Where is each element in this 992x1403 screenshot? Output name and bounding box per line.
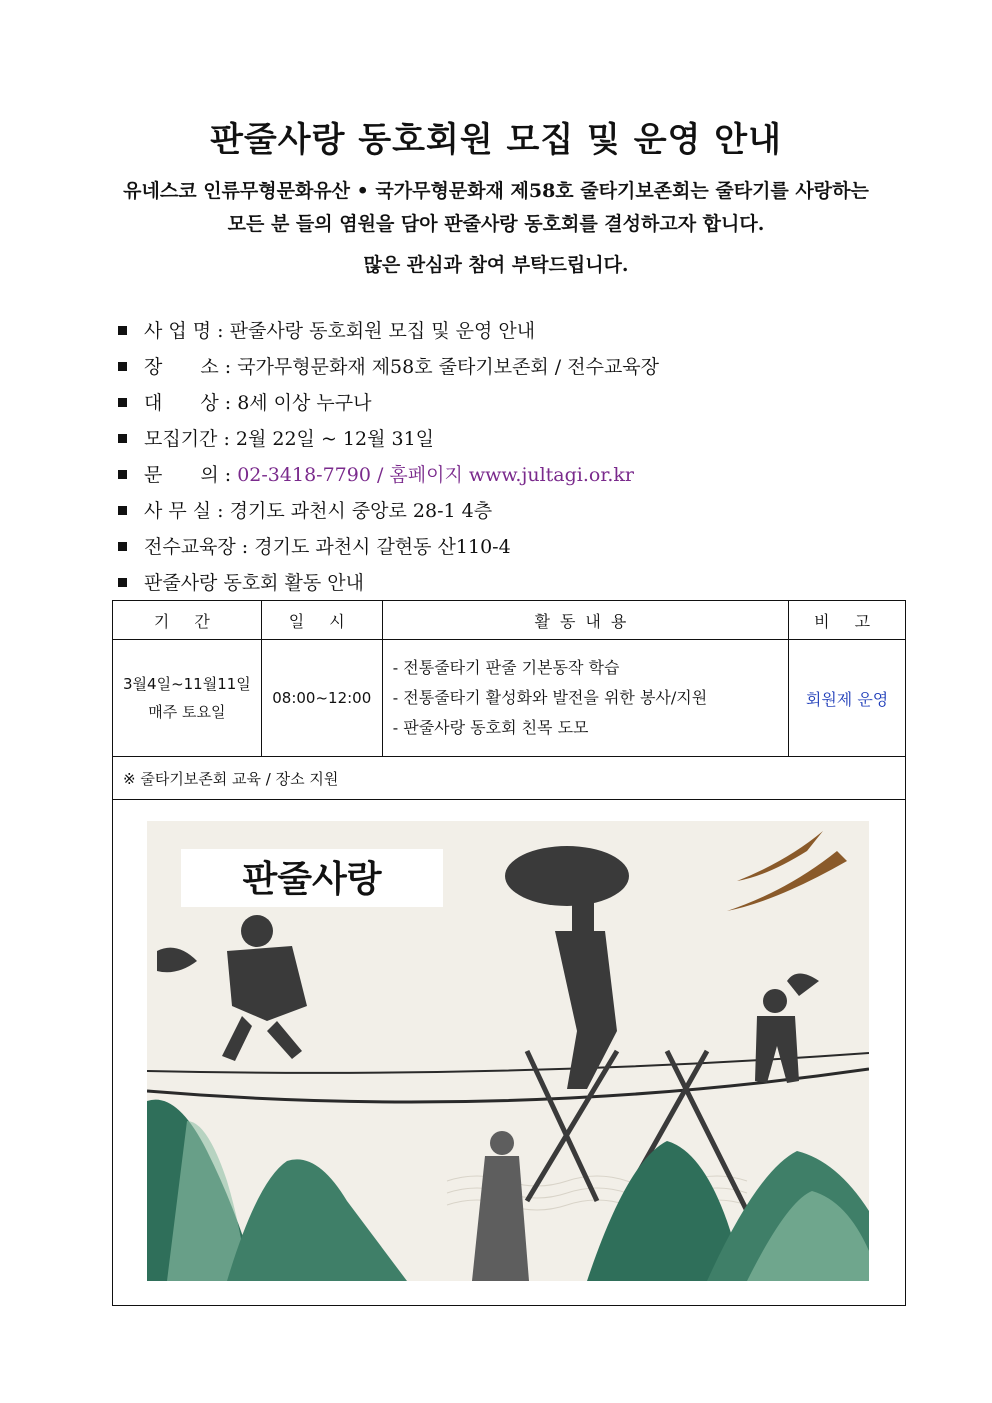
detail-location [118, 351, 918, 387]
detail-contact [118, 459, 918, 495]
detail-text: 모집기간 : 2월 22일 ~ 12월 31일 [144, 428, 435, 450]
detail-text: 사 무 실 : 경기도 과천시 중앙로 28-1 4층 [144, 500, 493, 522]
period-range: 3월4일~11월11일 [123, 675, 251, 693]
table-header-row [113, 601, 906, 640]
poster-label: 판줄사랑 [242, 858, 382, 900]
detail-text: 사 업 명 : 판줄사랑 동호회원 모집 및 운영 안내 [144, 320, 536, 342]
detail-target [118, 387, 918, 423]
page-title: 판줄사랑 동호회원 모집 및 운영 안내 [210, 120, 782, 160]
detail-text: 대 상 : 8세 이상 누구나 [144, 392, 372, 414]
intro-line-1: 유네스코 인류무형문화유산 • 국가무형문화재 제58호 줄타기보존회는 줄타기를 사랑하는 [123, 180, 869, 202]
detail-activity-heading [118, 567, 918, 603]
activity-item: - 전통줄타기 판줄 기본동작 학습 [392, 658, 620, 677]
period-day: 매주 토요일 [148, 703, 226, 721]
activity-item: - 판줄사랑 동호회 친목 도모 [392, 718, 589, 737]
poster-row [113, 800, 906, 1306]
activity-item: - 전통줄타기 활성화와 발전을 위한 봉사/지원 [392, 688, 708, 707]
activity-table [112, 600, 906, 1306]
header-period: 기 간 [113, 601, 262, 640]
detail-training-center [118, 531, 918, 567]
detail-office [118, 495, 918, 531]
details-list [118, 315, 918, 603]
detail-recruit-period [118, 423, 918, 459]
footnote: ※ 줄타기보존회 교육 / 장소 지원 [113, 757, 906, 800]
table-row [113, 640, 906, 757]
activities-cell [382, 640, 788, 757]
time-cell: 08:00~12:00 [261, 640, 382, 757]
detail-project-name [118, 315, 918, 351]
detail-label: 문 의 : [144, 464, 238, 486]
intro-line-2: 모든 분 들의 염원을 담아 판줄사랑 동호회를 결성하고자 합니다. [227, 213, 765, 235]
detail-text: 전수교육장 : 경기도 과천시 갈현동 산110-4 [144, 536, 511, 558]
header-activities: 활동내용 [382, 601, 788, 640]
poster-image [147, 821, 869, 1281]
poster-cell [113, 800, 906, 1306]
contact-link[interactable]: 02-3418-7790 / 홈페이지 www.jultagi.or.kr [237, 464, 634, 486]
detail-text: 판줄사랑 동호회 활동 안내 [144, 572, 365, 594]
detail-text: 장 소 : 국가무형문화재 제58호 줄타기보존회 / 전수교육장 [144, 356, 660, 378]
period-cell [113, 640, 262, 757]
header-note: 비 고 [789, 601, 906, 640]
header-time: 일 시 [261, 601, 382, 640]
footnote-row [113, 757, 906, 800]
note-cell: 회원제 운영 [789, 640, 906, 757]
intro-line-3: 많은 관심과 참여 부탁드립니다. [363, 254, 629, 276]
